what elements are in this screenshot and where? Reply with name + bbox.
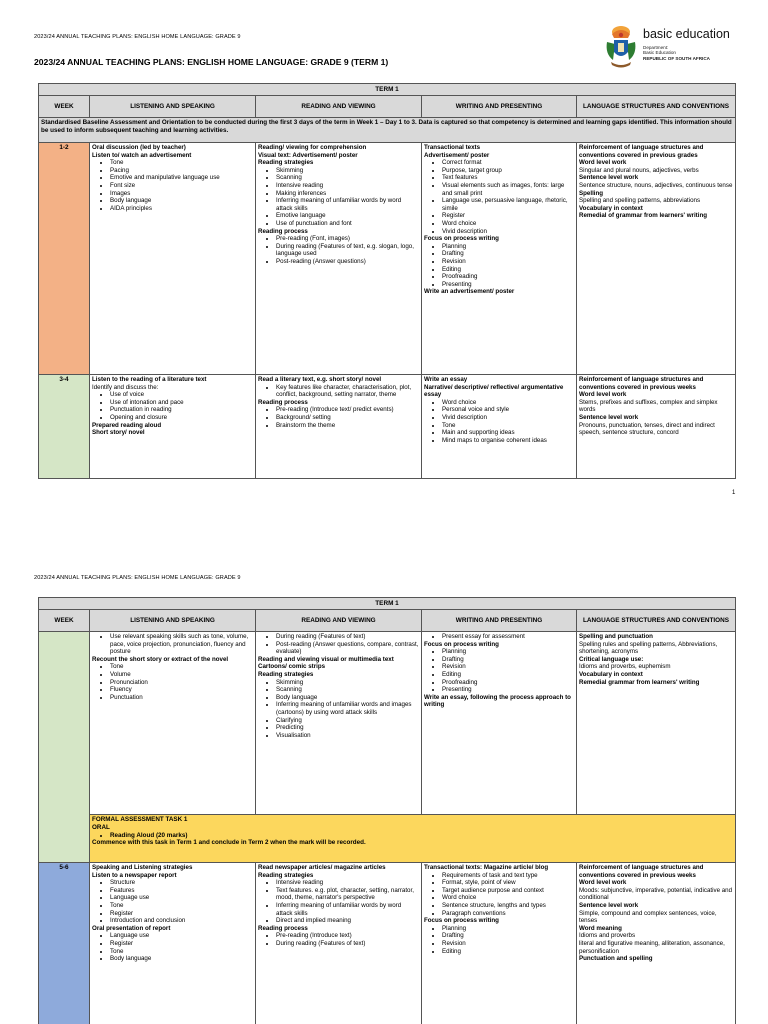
- list-item: • Presenting: [442, 686, 574, 694]
- list-item: • Main and supporting ideas: [442, 429, 574, 437]
- list-item: • Images: [110, 190, 253, 198]
- col-writing-presenting: WRITING AND PRESENTING: [422, 610, 577, 632]
- list-item: • Word choice: [442, 220, 574, 228]
- list-item: • Punctuation in reading: [110, 406, 253, 414]
- list-item: • Word choice: [442, 894, 574, 902]
- formal-assessment-cell: FORMAL ASSESSMENT TASK 1 ORAL • Reading Aloud (20 marks) Commence with this task in Term 1 and conclude in Term 2 when the mark will be recorded.: [90, 815, 736, 863]
- list-item: • Format, style, point of view: [442, 879, 574, 887]
- col-language-structures: LANGUAGE STRUCTURES AND CONVENTIONS: [577, 96, 736, 118]
- list-item: • Pacing: [110, 167, 253, 175]
- list-item: • Paragraph conventions: [442, 910, 574, 918]
- list-item: • Planning: [442, 648, 574, 656]
- writing-presenting-cell: Transactional texts: Magazine article/ blog • Requirements of task and text type • Format, style, point of view • Target audience purpose and context • Word choice • Sentence structure, lengths and types • Paragraph conventions Focus on process writing • Planning • Drafting • Revision • Editing: [422, 863, 577, 1024]
- list-item: • Reading Aloud (20 marks): [110, 832, 733, 840]
- page-1: [0, 0, 768, 505]
- list-item: • Use relevant speaking skills such as tone, volume, pace, voice projection, pronunciation, fluency and posture: [110, 633, 253, 656]
- list-item: • Present essay for assessment: [442, 633, 574, 641]
- list-item: • Pre-reading (Introduce text): [276, 932, 419, 940]
- list-item: • Sentence structure, lengths and types: [442, 902, 574, 910]
- list-item: • AIDA principles: [110, 205, 253, 213]
- term-heading: TERM 1: [39, 84, 736, 96]
- list-item: • Skimming: [276, 679, 419, 687]
- list-item: • Scanning: [276, 174, 419, 182]
- list-item: • Proofreading: [442, 679, 574, 687]
- list-item: • Revision: [442, 258, 574, 266]
- list-item: • Intensive reading: [276, 879, 419, 887]
- term-heading: TERM 1: [39, 598, 736, 610]
- running-header: 2023/24 ANNUAL TEACHING PLANS: ENGLISH HOME LANGUAGE: GRADE 9: [34, 34, 241, 40]
- list-item: • Emotive and manipulative language use: [110, 174, 253, 182]
- list-item: • Revision: [442, 663, 574, 671]
- week-cell: 3-4: [39, 375, 90, 479]
- week-cell: 1-2: [39, 143, 90, 375]
- list-item: • Structure: [110, 879, 253, 887]
- list-item: • Personal voice and style: [442, 406, 574, 414]
- reading-viewing-cell: Reading/ viewing for comprehension Visual text: Advertisement/ poster Reading strategies • Skimming • Scanning • Intensive reading • Making inferences • Inferring meaning of unfamiliar words by word attack skills • Emotive language • Use of punctuation and font Reading process • Pre-reading (Font, images) • During reading (Features of text, e.g. slogan, logo, language used • Post-reading (Answer questions): [256, 143, 422, 375]
- list-item: • Word choice: [442, 399, 574, 407]
- list-item: • Visual elements such as images, fonts: large and small print: [442, 182, 574, 197]
- col-listening-speaking: LISTENING AND SPEAKING: [90, 610, 256, 632]
- list-item: • Features: [110, 887, 253, 895]
- list-item: • Language use: [110, 932, 253, 940]
- col-week: WEEK: [39, 96, 90, 118]
- term-1-table: [38, 83, 736, 479]
- language-structures-cell: Reinforcement of language structures and conventions covered in previous weeks Word level work Moods: subjunctive, imperative, potential, indicative and conditional Sentence level work Simple, compound and complex sentences, voice, tenses Word meaning Idioms and proverbs literal and figurative meaning, alliteration, assonance, personification Punctuation and spelling: [577, 863, 736, 1024]
- list-item: • Planning: [442, 243, 574, 251]
- table-row: [39, 863, 736, 1024]
- list-item: • Planning: [442, 925, 574, 933]
- listening-speaking-cell: • Use relevant speaking skills such as tone, volume, pace, voice projection, pronunciation, fluency and posture Recount the short story or extract of the novel • Tone • Volume • Pronunciation • Fluency • Punctuation: [90, 632, 256, 815]
- list-item: • During reading (Features of text, e.g. slogan, logo, language used: [276, 243, 419, 258]
- list-item: • Emotive language: [276, 212, 419, 220]
- writing-presenting-cell: Write an essay Narrative/ descriptive/ reflective/ argumentative essay • Word choice • Personal voice and style • Vivid description • Tone • Main and supporting ideas • Mind maps to organise coherent ideas: [422, 375, 577, 479]
- list-item: • Use of punctuation and font: [276, 220, 419, 228]
- list-item: • Presenting: [442, 281, 574, 289]
- list-item: • Register: [110, 910, 253, 918]
- list-item: • Purpose, target group: [442, 167, 574, 175]
- list-item: • Language use: [110, 894, 253, 902]
- list-item: • Visualisation: [276, 732, 419, 740]
- formal-assessment-row: [39, 815, 736, 863]
- list-item: • Skimming: [276, 167, 419, 175]
- list-item: • Inferring meaning of unfamiliar words by word attack skills: [276, 197, 419, 212]
- language-structures-cell: Reinforcement of language structures and conventions covered in previous grades Word level work Singular and plural nouns, adjectives, verbs Sentence level work Sentence structure, nouns, adjectives, continuous tense Spelling Spelling and spelling patterns, abbreviations Vocabulary in context Remedial of grammar from learners' writing: [577, 143, 736, 375]
- term-1-table-continued: [38, 597, 736, 1024]
- list-item: • Tone: [110, 159, 253, 167]
- list-item: • Making inferences: [276, 190, 419, 198]
- list-item: • Tone: [442, 422, 574, 430]
- language-structures-cell: Spelling and punctuation Spelling rules and spelling patterns, Abbreviations, shortening, acronyms Critical language use: Idioms and proverbs, euphemism Vocabulary in context Remedial grammar from learners' writing: [577, 632, 736, 815]
- list-item: • Clarifying: [276, 717, 419, 725]
- document-title: 2023/24 ANNUAL TEACHING PLANS: ENGLISH HOME LANGUAGE: GRADE 9 (TERM 1): [34, 57, 389, 67]
- col-reading-viewing: READING AND VIEWING: [256, 610, 422, 632]
- list-item: • Post-reading (Answer questions): [276, 258, 419, 266]
- list-item: • Proofreading: [442, 273, 574, 281]
- department-text: Department: Basic Education REPUBLIC OF SOUTH AFRICA: [643, 45, 710, 61]
- coat-of-arms-icon: [603, 24, 639, 68]
- list-item: • Intensive reading: [276, 182, 419, 190]
- list-item: • Text features: [442, 174, 574, 182]
- brand-text: basic education: [643, 27, 730, 41]
- reading-viewing-cell: • During reading (Features of text) • Post-reading (Answer questions, compare, contrast, evaluate) Reading and viewing visual or multimedia text Cartoons/ comic strips Reading strategies • Skimming • Scanning • Body language • Inferring meaning of unfamiliar words and images (cartoons) by using word attack skills • Clarifying • Predicting • Visualisation: [256, 632, 422, 815]
- list-item: • Vivid description: [442, 228, 574, 236]
- list-item: • Direct and implied meaning: [276, 917, 419, 925]
- reading-viewing-cell: Read newspaper articles/ magazine articles Reading strategies • Intensive reading • Text features. e.g. plot, character, setting, narrator, mood, theme, narrator's perspective • Inferring meaning of unfamiliar words by word attack skills • Direct and implied meaning Reading process • Pre-reading (Introduce text) • During reading (Features of text): [256, 863, 422, 1024]
- col-week: WEEK: [39, 610, 90, 632]
- department-logo: [603, 24, 735, 70]
- list-item: • Key features like character, characterisation, plot, conflict, background, setting narrator, theme: [276, 384, 419, 399]
- table-row: [39, 375, 736, 479]
- list-item: • During reading (Features of text): [276, 940, 419, 948]
- list-item: • Volume: [110, 671, 253, 679]
- list-item: • Tone: [110, 948, 253, 956]
- listening-speaking-cell: Speaking and Listening strategies Listen to a newspaper report • Structure • Features • Language use • Tone • Register • Introduction and conclusion Oral presentation of report • Language use • Register • Tone • Body language: [90, 863, 256, 1024]
- page-number: 1: [732, 490, 736, 496]
- list-item: • Target audience purpose and context: [442, 887, 574, 895]
- list-item: • Editing: [442, 671, 574, 679]
- list-item: • Revision: [442, 940, 574, 948]
- list-item: • Requirements of task and text type: [442, 872, 574, 880]
- listening-speaking-cell: Oral discussion (led by teacher) Listen to/ watch an advertisement • Tone • Pacing • Emotive and manipulative language use • Font size • Images • Body language • AIDA principles: [90, 143, 256, 375]
- listening-speaking-cell: Listen to the reading of a literature text Identify and discuss the: • Use of voice • Use of intonation and pace • Punctuation in reading • Opening and closure Prepared reading aloud Short story/ novel: [90, 375, 256, 479]
- list-item: • Body language: [110, 955, 253, 963]
- list-item: • Scanning: [276, 686, 419, 694]
- list-item: • Font size: [110, 182, 253, 190]
- list-item: • Inferring meaning of unfamiliar words and images (cartoons) by using word attack skills: [276, 701, 419, 716]
- list-item: • Register: [442, 212, 574, 220]
- list-item: • Predicting: [276, 724, 419, 732]
- list-item: • Language use, persuasive language, rhetoric, simile: [442, 197, 574, 212]
- list-item: • Body language: [110, 197, 253, 205]
- baseline-note: Standardised Baseline Assessment and Orientation to be conducted during the first 3 days of the term in Week 1 – Day 1 to 3. Data is captured so that competency is determined and learning gaps identified. This information should be used to inform subsequent teaching and learning activities.: [39, 118, 736, 143]
- running-header: 2023/24 ANNUAL TEACHING PLANS: ENGLISH HOME LANGUAGE: GRADE 9: [34, 575, 241, 581]
- list-item: • Editing: [442, 266, 574, 274]
- list-item: • Vivid description: [442, 414, 574, 422]
- list-item: • Inferring meaning of unfamiliar words by word attack skills: [276, 902, 419, 917]
- list-item: • Brainstorm the theme: [276, 422, 419, 430]
- list-item: • During reading (Features of text): [276, 633, 419, 641]
- list-item: • Text features. e.g. plot, character, setting, narrator, mood, theme, narrator's perspective: [276, 887, 419, 902]
- week-cell: 5-6: [39, 863, 90, 1024]
- list-item: • Register: [110, 940, 253, 948]
- col-listening-speaking: LISTENING AND SPEAKING: [90, 96, 256, 118]
- list-item: • Pre-reading (Font, images): [276, 235, 419, 243]
- list-item: • Fluency: [110, 686, 253, 694]
- col-writing-presenting: WRITING AND PRESENTING: [422, 96, 577, 118]
- list-item: • Mind maps to organise coherent ideas: [442, 437, 574, 445]
- list-item: • Drafting: [442, 656, 574, 664]
- week-cell: [39, 632, 90, 863]
- list-item: • Drafting: [442, 932, 574, 940]
- col-reading-viewing: READING AND VIEWING: [256, 96, 422, 118]
- list-item: • Body language: [276, 694, 419, 702]
- col-language-structures: LANGUAGE STRUCTURES AND CONVENTIONS: [577, 610, 736, 632]
- table-row: [39, 632, 736, 815]
- list-item: • Pronunciation: [110, 679, 253, 687]
- list-item: • Drafting: [442, 250, 574, 258]
- list-item: • Background/ setting: [276, 414, 419, 422]
- list-item: • Use of voice: [110, 391, 253, 399]
- list-item: • Correct format: [442, 159, 574, 167]
- list-item: • Editing: [442, 948, 574, 956]
- writing-presenting-cell: • Present essay for assessment Focus on process writing • Planning • Drafting • Revision • Editing • Proofreading • Presenting Write an essay, following the process approach to writing: [422, 632, 577, 815]
- list-item: • Tone: [110, 902, 253, 910]
- writing-presenting-cell: Transactional texts Advertisement/ poster • Correct format • Purpose, target group • Text features • Visual elements such as images, fonts: large and small print • Language use, persuasive language, rhetoric, simile • Register • Word choice • Vivid description Focus on process writing • Planning • Drafting • Revision • Editing • Proofreading • Presenting Write an advertisement/ poster: [422, 143, 577, 375]
- list-item: • Tone: [110, 663, 253, 671]
- list-item: • Opening and closure: [110, 414, 253, 422]
- table-row: [39, 143, 736, 375]
- list-item: • Introduction and conclusion: [110, 917, 253, 925]
- list-item: • Post-reading (Answer questions, compare, contrast, evaluate): [276, 641, 419, 656]
- list-item: • Pre-reading (Introduce text/ predict events): [276, 406, 419, 414]
- list-item: • Use of intonation and pace: [110, 399, 253, 407]
- language-structures-cell: Reinforcement of language structures and conventions covered in previous weeks Word level work Stems, prefixes and suffixes, complex and simplex words Sentence level work Pronouns, punctuation, tenses, direct and indirect speech, sentence structure, concord: [577, 375, 736, 479]
- reading-viewing-cell: Read a literary text, e.g. short story/ novel • Key features like character, characterisation, plot, conflict, background, setting narrator, theme Reading process • Pre-reading (Introduce text/ predict events) • Background/ setting • Brainstorm the theme: [256, 375, 422, 479]
- page-2: [0, 570, 768, 1024]
- list-item: • Punctuation: [110, 694, 253, 702]
